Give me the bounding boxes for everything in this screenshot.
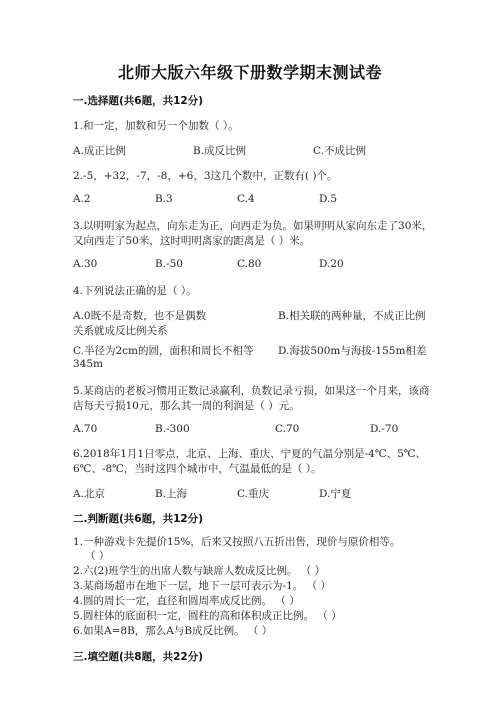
section-heading-fill-blank: 三.填空题(共8题，共22分) [73, 651, 204, 663]
question-6-stem-line-1: 6.2018年1月1日零点，北京、上海、重庆、宁夏的气温分别是-4℃、5℃、 [73, 448, 426, 460]
question-1-option-a: A.成正比例 [73, 145, 126, 157]
question-1-option-b: B.成反比例 [193, 145, 247, 157]
question-1-stem: 1.和一定，加数和另一个加数（ ）。 [73, 120, 239, 132]
section-heading-judgment: 二.判断题(共6题，共12分) [73, 513, 204, 525]
question-5-stem-line-1: 5.某商店的老板习惯用正数记录赢利，负数记录亏损，如果这一个月来，该商 [73, 385, 430, 397]
question-3-option-d: D.20 [319, 258, 344, 270]
question-6-option-c: C.重庆 [237, 488, 269, 500]
question-6-option-d: D.宁夏 [319, 488, 352, 500]
question-6-option-a: A.北京 [73, 488, 105, 500]
question-4-option-b-line-2: 关系就成反比例关系 [73, 325, 168, 337]
judgment-item-6: 6.如果A=8B，那么A与B成反比例。 （ ） [73, 625, 273, 637]
section-heading-choice: 一.选择题(共6题，共12分) [73, 95, 204, 107]
question-3-option-c: C.80 [237, 258, 262, 270]
judgment-item-4: 4.圆的周长一定，直径和圆周率成反比例。 （ ） [73, 595, 300, 607]
question-2-stem: 2.-5，+32，-7，-8，+6，3这几个数中，正数有( )个。 [73, 170, 338, 182]
judgment-item-1: 1.一种游戏卡先提价15%，后来又按照八五折出售，现价与原价相等。 [73, 536, 401, 548]
judgment-item-2: 2.六(2)班学生的出席人数与缺席人数成反比例。 （ ） [73, 565, 326, 577]
question-3-option-b: B.-50 [155, 258, 183, 270]
question-5-option-d: D.-70 [370, 423, 399, 435]
question-3-stem-line-2: 又向西走了50米，这时明明离家的距离是（ ）米。 [73, 235, 311, 247]
question-3-stem-line-1: 3.以明明家为起点，向东走为正，向西走为负。如果明明从家向东走了30米， [73, 220, 433, 232]
question-5-option-c: C.70 [275, 423, 300, 435]
question-2-option-c: C.4 [237, 193, 255, 205]
question-2-option-a: A.2 [73, 193, 91, 205]
question-4-option-b-line-1: B.相关联的两种量，不成正比例 [278, 310, 426, 322]
question-4-option-d-line-1: D.海拔500m与海拔-155m相差 [278, 345, 427, 357]
question-5-option-b: B.-300 [155, 423, 190, 435]
judgment-item-5: 5.圆柱体的底面积一定，圆柱的高和体积成正比例。 （ ） [73, 610, 342, 622]
question-2-option-b: B.3 [155, 193, 173, 205]
question-5-stem-line-2: 店每天亏损10元，那么其一周的利润是（ ）元。 [73, 400, 300, 412]
question-4-option-c: C.半径为2cm的圆，面积和周长不相等 [73, 345, 254, 357]
question-4-option-d-line-2: 345m [73, 358, 103, 370]
question-6-stem-line-2: 6℃、-8℃，当时这四个城市中，气温最低的是（ ）。 [73, 463, 322, 475]
question-1-option-c: C.不成比例 [313, 145, 366, 157]
question-5-option-a: A.70 [73, 423, 98, 435]
question-4-stem: 4.下列说法正确的是（ ）。 [73, 285, 197, 297]
question-3-option-a: A.30 [73, 258, 98, 270]
judgment-item-1-bracket: （ ） [85, 550, 110, 562]
question-4-option-a: A.0既不是奇数，也不是偶数 [73, 310, 207, 322]
judgment-item-3: 3.某商场超市在地下一层，地下一层可表示为-1。 （ ） [73, 580, 331, 592]
page-title: 北师大版六年级下册数学期末测试卷 [117, 63, 382, 82]
question-2-option-d: D.5 [319, 193, 338, 205]
question-6-option-b: B.上海 [155, 488, 188, 500]
